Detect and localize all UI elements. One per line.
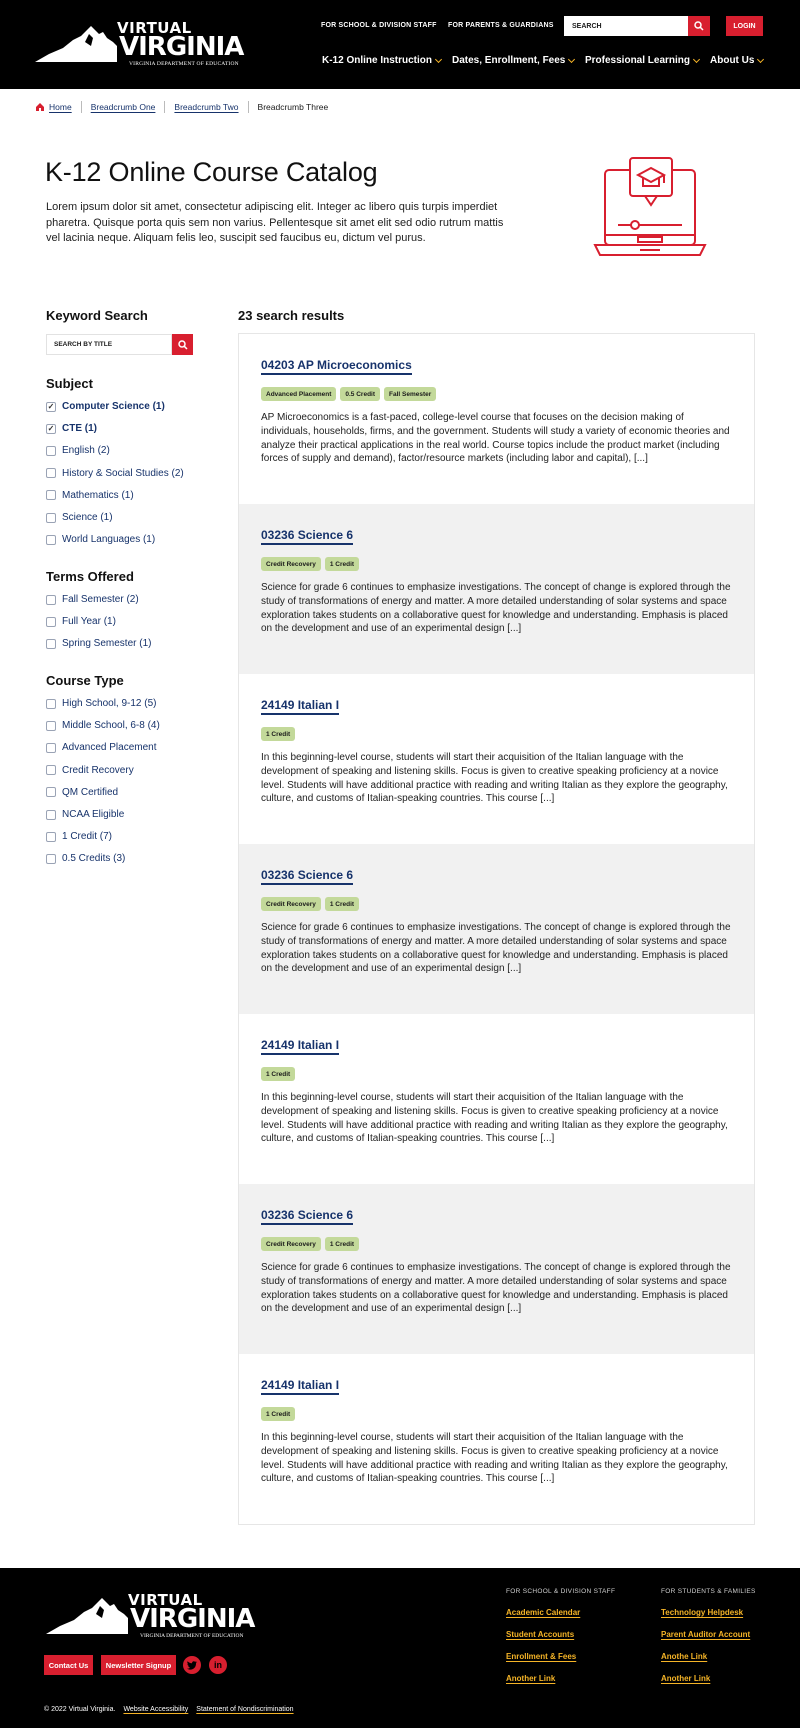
filter-option[interactable] bbox=[46, 423, 97, 434]
filter-option[interactable] bbox=[46, 809, 124, 820]
course-tag: 1 Credit bbox=[261, 727, 295, 741]
footer-another-link-2[interactable]: Another Link bbox=[661, 1674, 711, 1683]
course-title-link[interactable]: 03236 Science 6 bbox=[261, 868, 353, 885]
checkbox[interactable] bbox=[46, 639, 56, 649]
search-icon bbox=[178, 340, 188, 350]
course-title-link[interactable]: 24149 Italian I bbox=[261, 1378, 339, 1395]
filter-option[interactable] bbox=[46, 720, 160, 731]
brand-department: VIRGINIA DEPARTMENT OF EDUCATION bbox=[129, 61, 239, 67]
filter-option[interactable] bbox=[46, 490, 134, 501]
online-learning-laptop-icon bbox=[590, 155, 710, 265]
filter-option-label: 0.5 Credits (3) bbox=[62, 853, 126, 865]
checkbox[interactable] bbox=[46, 446, 56, 456]
brand-line1: VIRTUAL bbox=[128, 1591, 203, 1609]
course-description: In this beginning-level course, students will start their acquisition of the Italian language with the development of speaking and listening skills. Focus is given to creative speaking proficiency at a novice level. Students will have additional practice with reading and writing Italian as they explore the geography, culture, and customs of Italian-speaking countries. This course [...] bbox=[261, 1092, 728, 1145]
checkbox[interactable] bbox=[46, 595, 56, 605]
subject-heading: Subject bbox=[46, 376, 93, 391]
filter-option-label: Full Year (1) bbox=[62, 616, 116, 628]
nondiscrimination-link[interactable]: Statement of Nondiscrimination bbox=[196, 1706, 294, 1713]
breadcrumb-separator bbox=[164, 101, 165, 113]
checkbox[interactable] bbox=[46, 699, 56, 709]
chevron-down-icon bbox=[693, 55, 700, 62]
filter-option[interactable] bbox=[46, 594, 139, 605]
filter-option[interactable] bbox=[46, 765, 134, 776]
breadcrumb bbox=[35, 101, 328, 113]
checkbox[interactable] bbox=[46, 617, 56, 627]
filter-option[interactable] bbox=[46, 401, 165, 412]
footer-legal bbox=[44, 1706, 294, 1713]
chevron-down-icon bbox=[568, 55, 575, 62]
twitter-icon[interactable] bbox=[183, 1656, 201, 1674]
nav-about-us[interactable] bbox=[710, 55, 763, 66]
course-tag: 1 Credit bbox=[261, 1407, 295, 1421]
home-icon bbox=[35, 102, 45, 112]
checkbox[interactable] bbox=[46, 854, 56, 864]
filter-option[interactable] bbox=[46, 638, 151, 649]
result-card bbox=[239, 844, 754, 1014]
filter-option-label: World Languages (1) bbox=[62, 534, 156, 546]
results-list bbox=[238, 333, 755, 1525]
keyword-search-button[interactable] bbox=[172, 334, 193, 355]
checkbox[interactable] bbox=[46, 535, 56, 545]
brand-line2: VIRGINIA bbox=[119, 32, 244, 62]
footer-families-heading: FOR STUDENTS & FAMILIES bbox=[661, 1588, 756, 1595]
course-description: Science for grade 6 continues to emphasize investigations. The concept of change is explored through the study of transformations of energy and matter. A more detailed understanding of solar systems and space exploration takes students on a collaborative quest for knowledge and understanding. Emphasis is placed on the development and use of an experimental design [...] bbox=[261, 582, 731, 635]
course-tags bbox=[261, 727, 732, 741]
filter-option-label: Middle School, 6-8 (4) bbox=[62, 720, 160, 732]
footer-logo[interactable] bbox=[44, 1590, 254, 1642]
brand-line2: VIRGINIA bbox=[130, 1604, 255, 1634]
course-description: In this beginning-level course, students will start their acquisition of the Italian language with the development of speaking and listening skills. Focus is given to creative speaking proficiency at a novice level. Students will have additional practice with reading and writing Italian as they explore the geography, culture, and customs of Italian-speaking countries. This course [...] bbox=[261, 1432, 728, 1485]
course-tag: 1 Credit bbox=[325, 1237, 359, 1251]
breadcrumb-current: Breadcrumb Three bbox=[257, 102, 329, 112]
footer-student-accounts-link[interactable]: Student Accounts bbox=[506, 1630, 575, 1639]
filter-option-label: QM Certified bbox=[62, 786, 119, 798]
nav-dates-enrollment-fees[interactable] bbox=[452, 55, 574, 66]
util-link-staff[interactable]: FOR SCHOOL & DIVISION STAFF bbox=[321, 22, 437, 29]
site-footer bbox=[0, 1568, 800, 1728]
linkedin-icon[interactable]: in bbox=[209, 1656, 227, 1674]
checkbox[interactable] bbox=[46, 765, 56, 775]
results-count: 23 search results bbox=[238, 308, 345, 323]
filter-option-label: 1 Credit (7) bbox=[62, 831, 113, 843]
chevron-down-icon bbox=[757, 55, 764, 62]
checkbox[interactable] bbox=[46, 490, 56, 500]
filter-option-label: Fall Semester (2) bbox=[62, 594, 139, 605]
site-header bbox=[0, 0, 800, 89]
footer-anothe-link[interactable]: Anothe Link bbox=[661, 1652, 708, 1661]
footer-another-link[interactable]: Another Link bbox=[506, 1674, 556, 1683]
virginia-state-logo-mark bbox=[44, 1596, 128, 1636]
filter-option[interactable] bbox=[46, 512, 113, 523]
course-tags bbox=[261, 1407, 732, 1421]
course-title-link[interactable]: 03236 Science 6 bbox=[261, 528, 353, 545]
header-search-button[interactable] bbox=[688, 16, 710, 36]
result-card bbox=[239, 1014, 754, 1184]
course-tag: 1 Credit bbox=[261, 1067, 295, 1081]
course-tag: Fall Semester bbox=[384, 387, 436, 401]
course-tag: Credit Recovery bbox=[261, 897, 321, 911]
page-intro: Lorem ipsum dolor sit amet, consectetur adipiscing elit. Integer ac libero quis turpis imperdiet pharetra. Quisque porta quis sem non varius. Pellentesque sit amet elit sed odio rutrum mattis vel lacinia neque. Aliquam felis leo, suscipit sed faucibus eu, dictum vel purus. bbox=[46, 201, 504, 244]
checkbox[interactable] bbox=[46, 513, 56, 523]
checkbox[interactable] bbox=[46, 810, 56, 820]
course-description: In this beginning-level course, students will start their acquisition of the Italian language with the development of speaking and listening skills. Focus is given to creative speaking proficiency at a novice level. Students will have additional practice with reading and writing Italian as they explore the geography, culture, and customs of Italian-speaking countries. This course [...] bbox=[261, 752, 728, 805]
footer-enrollment-fees-link[interactable]: Enrollment & Fees bbox=[506, 1652, 577, 1661]
filter-option[interactable] bbox=[46, 853, 125, 864]
filter-option[interactable] bbox=[46, 698, 157, 709]
login-button[interactable]: LOGIN bbox=[726, 16, 763, 36]
filter-option[interactable] bbox=[46, 468, 184, 479]
checkbox[interactable] bbox=[46, 721, 56, 731]
course-title-link[interactable]: 24149 Italian I bbox=[261, 1038, 339, 1055]
result-card bbox=[239, 1184, 754, 1354]
filter-option-label: Science (1) bbox=[62, 512, 113, 523]
result-card bbox=[239, 334, 754, 504]
course-tag: 1 Credit bbox=[325, 897, 359, 911]
copyright-text: © 2022 Virtual Virginia. bbox=[44, 1706, 116, 1713]
filter-option[interactable] bbox=[46, 831, 112, 842]
website-accessibility-link[interactable]: Website Accessibility bbox=[123, 1706, 189, 1713]
filter-option[interactable] bbox=[46, 445, 110, 456]
checkbox[interactable] bbox=[46, 787, 56, 797]
filter-option-label: English (2) bbox=[62, 445, 110, 457]
course-title-link[interactable]: 03236 Science 6 bbox=[261, 1208, 353, 1225]
contact-us-button[interactable]: Contact Us bbox=[44, 1655, 93, 1675]
nav-label: K-12 Online Instruction bbox=[322, 55, 433, 66]
breadcrumb-separator bbox=[248, 101, 249, 113]
filter-option-label: Spring Semester (1) bbox=[62, 638, 152, 650]
course-title-link[interactable]: 04203 AP Microeconomics bbox=[261, 358, 412, 375]
breadcrumb-home[interactable]: Home bbox=[49, 102, 72, 112]
keyword-search-input[interactable] bbox=[46, 334, 172, 355]
checkbox-checked[interactable]: ✓ bbox=[47, 423, 55, 433]
footer-staff-heading: FOR SCHOOL & DIVISION STAFF bbox=[506, 1588, 616, 1595]
page-title: K-12 Online Course Catalog bbox=[45, 157, 378, 187]
filter-option-label: CTE (1) bbox=[62, 423, 97, 435]
course-tag: 1 Credit bbox=[325, 557, 359, 571]
search-icon bbox=[694, 21, 704, 31]
course-tags bbox=[261, 1067, 732, 1081]
filter-option[interactable] bbox=[46, 742, 157, 753]
result-card bbox=[239, 674, 754, 844]
util-link-parents[interactable]: FOR PARENTS & GUARDIANS bbox=[448, 22, 554, 29]
header-search-input[interactable] bbox=[564, 16, 688, 36]
course-tag: Advanced Placement bbox=[261, 387, 336, 401]
course-tag: 0.5 Credit bbox=[340, 387, 380, 401]
chevron-down-icon bbox=[435, 55, 442, 62]
checkbox[interactable] bbox=[46, 743, 56, 753]
filter-option[interactable] bbox=[46, 787, 118, 798]
filter-option[interactable] bbox=[46, 534, 155, 545]
nav-label: Dates, Enrollment, Fees bbox=[452, 55, 566, 66]
course-description: AP Microeconomics is a fast-paced, college-level course that focuses on the decision making of individuals, households, firms, and the government. Students will study a variety of economic theories and analyze their practical applications in the real world. Course topics include the product market (including forces of supply and demand), factor/resource markets (including labor and capital), [...] bbox=[261, 412, 730, 465]
result-card bbox=[239, 504, 754, 674]
filter-option[interactable] bbox=[46, 616, 116, 627]
keyword-search-heading: Keyword Search bbox=[46, 308, 148, 323]
filter-option-label: Mathematics (1) bbox=[62, 489, 134, 501]
checkbox[interactable] bbox=[46, 832, 56, 842]
course-tag: Credit Recovery bbox=[261, 1237, 321, 1251]
terms-heading: Terms Offered bbox=[46, 569, 134, 584]
footer-academic-calendar-link[interactable]: Academic Calendar bbox=[506, 1608, 581, 1617]
breadcrumb-one[interactable]: Breadcrumb One bbox=[90, 102, 156, 112]
course-title-link[interactable]: 24149 Italian I bbox=[261, 698, 339, 715]
filter-option-label: History & Social Studies (2) bbox=[62, 467, 184, 479]
nav-k12-online-instruction[interactable] bbox=[322, 55, 441, 66]
nav-professional-learning[interactable] bbox=[585, 55, 699, 66]
filter-option-label: High School, 9-12 (5) bbox=[62, 698, 157, 709]
course-tags bbox=[261, 897, 732, 911]
brand-department: VIRGINIA DEPARTMENT OF EDUCATION bbox=[140, 1633, 244, 1639]
newsletter-signup-button[interactable]: Newsletter Signup bbox=[101, 1655, 176, 1675]
course-tags bbox=[261, 387, 732, 401]
footer-parent-auditor-link[interactable]: Parent Auditor Account bbox=[661, 1630, 751, 1639]
footer-technology-helpdesk-link[interactable]: Technology Helpdesk bbox=[661, 1608, 744, 1617]
course-tag: Credit Recovery bbox=[261, 557, 321, 571]
course-tags bbox=[261, 1237, 732, 1251]
breadcrumb-two[interactable]: Breadcrumb Two bbox=[174, 102, 239, 112]
course-description: Science for grade 6 continues to emphasize investigations. The concept of change is explored through the study of transformations of energy and matter. A more detailed understanding of solar systems and space exploration takes students on a collaborative quest for knowledge and understanding. Emphasis is placed on the development and use of an experimental design [...] bbox=[261, 1262, 731, 1315]
checkbox[interactable] bbox=[46, 468, 56, 478]
filter-option-label: Credit Recovery bbox=[62, 764, 134, 776]
course-tags bbox=[261, 557, 732, 571]
course-description: Science for grade 6 continues to emphasize investigations. The concept of change is explored through the study of transformations of energy and matter. A more detailed understanding of solar systems and space exploration takes students on a collaborative quest for knowledge and understanding. Emphasis is placed on the development and use of an experimental design [...] bbox=[261, 922, 731, 975]
filter-option-label: Advanced Placement bbox=[62, 742, 157, 754]
breadcrumb-separator bbox=[81, 101, 82, 113]
course-type-heading: Course Type bbox=[46, 673, 124, 688]
filter-option-label: Computer Science (1) bbox=[62, 401, 165, 412]
virginia-state-logo-mark bbox=[33, 24, 117, 64]
brand-line1: VIRTUAL bbox=[117, 19, 192, 37]
nav-label: Professional Learning bbox=[585, 55, 691, 66]
checkbox-checked[interactable]: ✓ bbox=[47, 401, 55, 411]
nav-label: About Us bbox=[710, 55, 755, 66]
result-card bbox=[239, 1354, 754, 1524]
site-logo[interactable] bbox=[33, 18, 243, 70]
filter-option-label: NCAA Eligible bbox=[62, 809, 125, 820]
